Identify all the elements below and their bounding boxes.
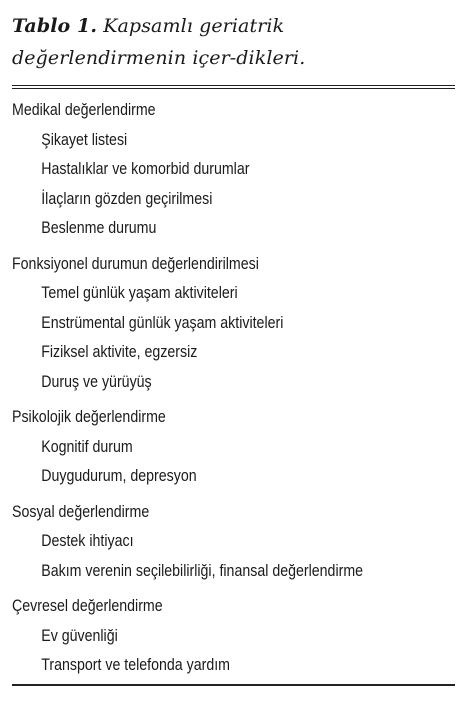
list-item: Duruş ve yürüyüş: [41, 372, 152, 391]
list-item: Destek ihtiyacı: [41, 532, 134, 550]
list-item: Bakım verenin seçilebilirliği, finansal değerlendirme: [41, 561, 364, 580]
caption-label: Tablo 1.: [12, 15, 98, 37]
bottom-rule: [12, 684, 455, 686]
list-item: İlaçların gözden geçirilmesi: [41, 189, 213, 208]
list-item: Enstrümental günlük yaşam aktiviteleri: [41, 313, 284, 332]
section-title: Çevresel değerlendirme: [12, 597, 163, 615]
section-environmental: [12, 592, 396, 681]
list-item: Hastalıklar ve komorbid durumlar: [41, 160, 250, 178]
top-double-rule: [12, 85, 455, 89]
section-title: Psikolojik değerlendirme: [12, 408, 166, 426]
section-title: Medikal değerlendirme: [12, 101, 156, 119]
list-item: Şikayet listesi: [41, 130, 128, 149]
section-functional: [12, 250, 396, 398]
list-item: Kognitif durum: [41, 437, 133, 456]
section-title: Fonksiyonel durumun değerlendirilmesi: [12, 254, 259, 273]
section-psychological: [12, 403, 396, 492]
list-item: Duygudurum, depresyon: [41, 467, 197, 485]
list-item: Ev güvenliği: [41, 626, 118, 645]
list-item: Temel günlük yaşam aktiviteleri: [41, 284, 238, 302]
caption-text: Kapsamlı geriatrik değerlendirmenin içer-dikleri.: [12, 15, 306, 69]
section-title: Sosyal değerlendirme: [12, 502, 150, 521]
table-caption: [12, 10, 458, 74]
section-social: [12, 498, 396, 587]
list-item: Fiziksel aktivite, egzersiz: [41, 343, 198, 361]
section-medical: [12, 96, 396, 244]
list-item: Transport ve telefonda yardım: [41, 656, 231, 674]
list-item: Beslenme durumu: [41, 219, 157, 237]
table-body: [12, 96, 396, 681]
